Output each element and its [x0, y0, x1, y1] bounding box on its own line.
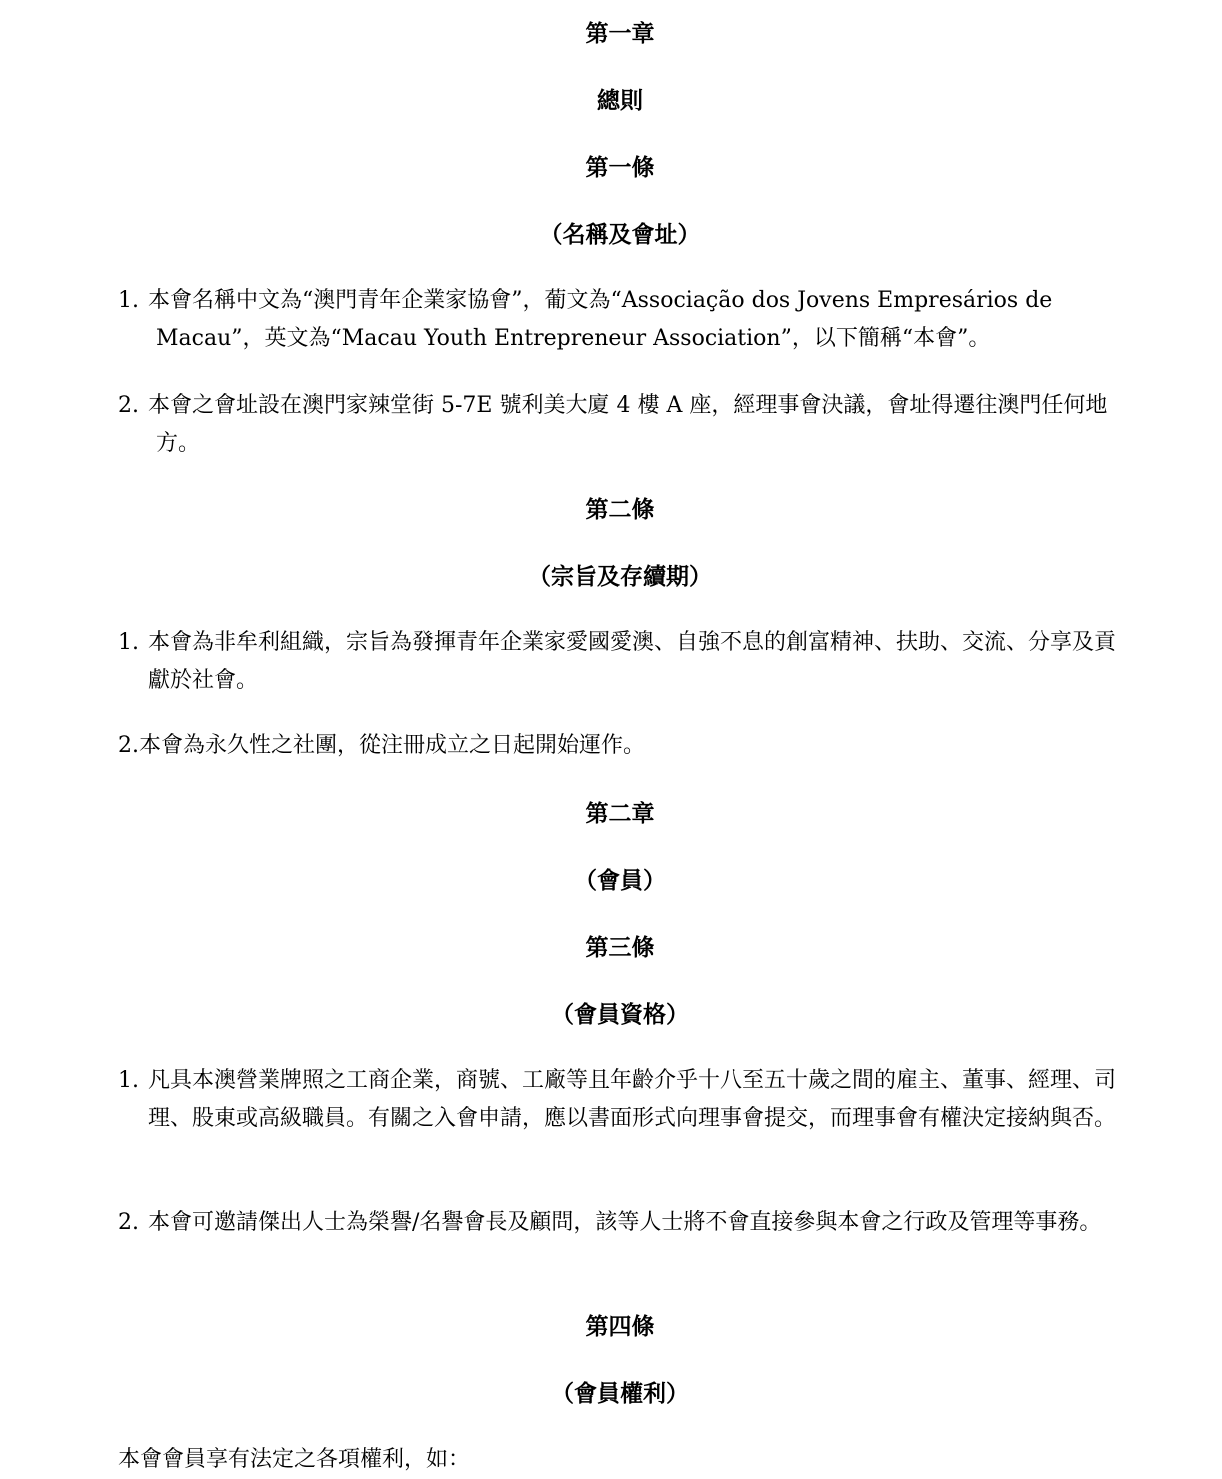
- item-number: 2.: [118, 1210, 139, 1235]
- item-text: 本會為非牟利組織，宗旨為發揮青年企業家愛國愛澳、自強不息的創富精神、扶助、交流、分享及貢獻於社會。: [148, 630, 1117, 693]
- article-1-item-2: [118, 387, 1128, 463]
- article-3-title: 第三條: [585, 935, 655, 961]
- article-4-subtitle: （會員權利）: [551, 1381, 689, 1407]
- chapter-1-subtitle: 總則: [597, 88, 643, 114]
- article-2-subtitle: （宗旨及存續期）: [528, 564, 712, 590]
- chapter-2-title: 第二章: [585, 801, 655, 827]
- article-2-title: 第二條: [585, 497, 655, 523]
- item-number: 1.: [118, 630, 139, 655]
- article-1-title: 第一條: [585, 155, 655, 181]
- item-number: 1.: [118, 1068, 139, 1093]
- item-text: 本會名稱中文為“澳門青年企業家協會”，葡文為“Associação dos Jovens Empresários de Macau”，英文為“Macau Youth Entrepreneur Association”，以下簡稱“本會”。: [148, 288, 1053, 351]
- item-text: 本會之會址設在澳門家辣堂街 5-7E 號利美大廈 4 樓 A 座，經理事會決議，會址得遷往澳門任何地方。: [148, 393, 1108, 456]
- item-text: 本會可邀請傑出人士為榮譽/名譽會長及顧問，該等人士將不會直接參與本會之行政及管理等事務。: [148, 1210, 1102, 1235]
- article-1-subtitle: （名稱及會址）: [539, 222, 701, 248]
- article-3-item-1: [118, 1062, 1128, 1138]
- article-1-item-1: [118, 282, 1128, 358]
- article-4-title: 第四條: [585, 1314, 655, 1340]
- article-3-subtitle: （會員資格）: [551, 1002, 689, 1028]
- chapter-1-title: 第一章: [585, 21, 655, 47]
- item-text: 凡具本澳營業牌照之工商企業，商號、工廠等且年齡介乎十八至五十歲之間的雇主、董事、經理、司理、股東或高級職員。有關之入會申請，應以書面形式向理事會提交，而理事會有權決定接納與否。: [148, 1068, 1117, 1131]
- item-number: 1.: [118, 288, 139, 313]
- article-3-item-2: [118, 1204, 1128, 1242]
- item-number: 2.: [118, 393, 139, 418]
- article-2-item-2: 2.本會為永久性之社團，從注冊成立之日起開始運作。: [118, 733, 645, 758]
- article-4-intro: 本會會員享有法定之各項權利，如：: [118, 1447, 471, 1472]
- article-2-item-1: [118, 624, 1128, 700]
- chapter-2-subtitle: （會員）: [574, 868, 666, 894]
